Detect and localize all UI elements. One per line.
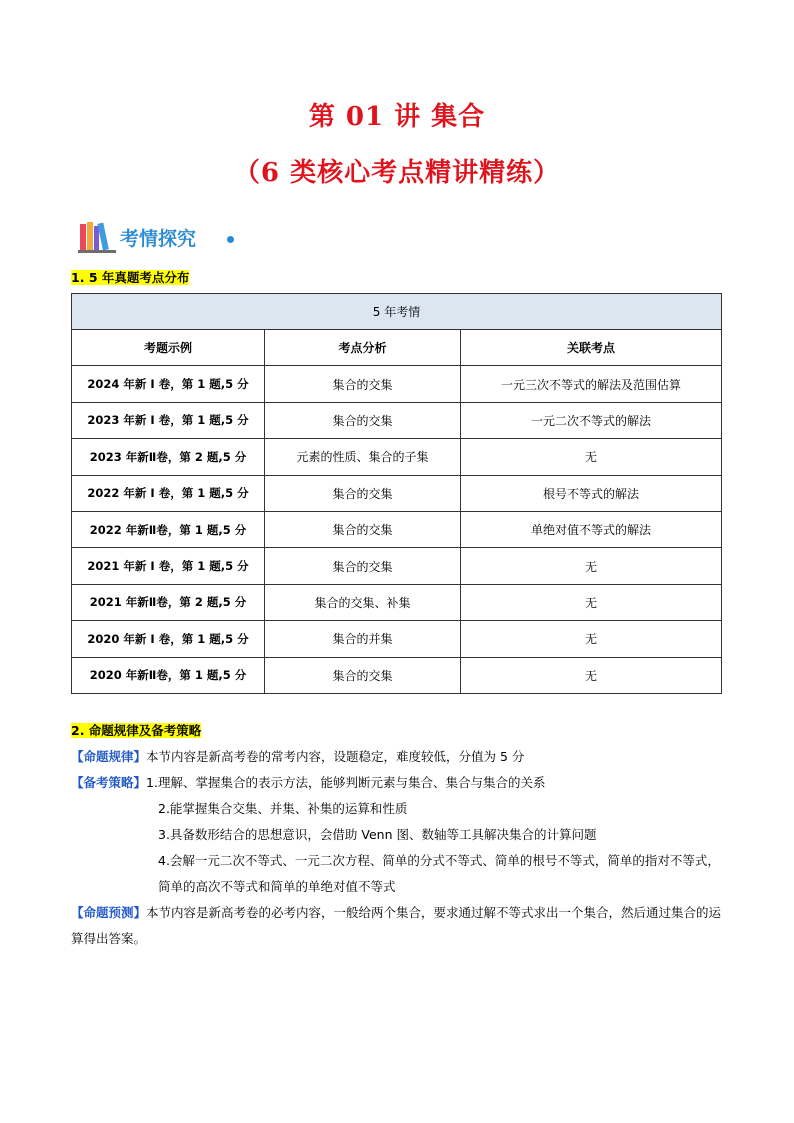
table-cell: 无 [461,548,722,584]
table-caption: 5 年考情 [72,294,722,330]
table-row [72,584,722,620]
table-row [72,439,722,475]
table-cell: 集合的并集 [265,621,461,657]
table-row [72,548,722,584]
table-cell: 2023 年新Ⅱ卷，第 2 题,5 分 [72,439,265,475]
table-cell: 无 [461,621,722,657]
table-cell: 2022 年新Ⅱ卷，第 1 题,5 分 [72,511,265,547]
table-cell: 集合的交集 [265,475,461,511]
forecast-text: 本节内容是新高考卷的必考内容，一般给两个集合，要求通过解不等式求出一个集合，然后通过集合的运算得出答案。 [71,905,722,946]
table-row [72,621,722,657]
table-header-row [72,330,722,366]
table-header: 考点分析 [265,330,461,366]
table-cell: 一元三次不等式的解法及范围估算 [461,366,722,402]
table-cell: 无 [461,584,722,620]
strategy-item: 2.能掌握集合交集、并集、补集的运算和性质 [158,801,408,816]
rule-text: 本节内容是新高考卷的常考内容，设题稳定，难度较低，分值为 5 分 [146,749,525,764]
table-cell: 2023 年新 I 卷，第 1 题,5 分 [72,402,265,438]
table-cell: 集合的交集 [265,511,461,547]
table-row [72,366,722,402]
table-cell: 2020 年新 I 卷，第 1 题,5 分 [72,621,265,657]
table-cell: 根号不等式的解法 [461,475,722,511]
section-banner [78,220,278,254]
rule-tag: 【命题规律】 [71,749,147,764]
table-cell: 一元二次不等式的解法 [461,402,722,438]
section-heading-2: 2. 命题规律及备考策略 [71,723,202,738]
table-cell: 2021 年新 I 卷，第 1 题,5 分 [72,548,265,584]
section-heading-1: 1. 5 年真题考点分布 [71,270,190,285]
table-header: 考题示例 [72,330,265,366]
table-cell: 2021 年新Ⅱ卷，第 2 题,5 分 [72,584,265,620]
table-row [72,511,722,547]
strategy-tag: 【备考策略】 [71,775,147,790]
forecast-tag: 【命题预测】 [71,905,147,920]
table-cell: 集合的交集 [265,366,461,402]
page-title: 第 01 讲 集合 [308,102,486,132]
table-cell: 元素的性质、集合的子集 [265,439,461,475]
books-icon [78,220,118,254]
table-cell: 2022 年新 I 卷，第 1 题,5 分 [72,475,265,511]
rule-paragraph [71,744,726,770]
table-cell: 集合的交集 [265,548,461,584]
table-cell: 单绝对值不等式的解法 [461,511,722,547]
page-subtitle: （6 类核心考点精讲精练） [233,158,561,188]
table-row [72,402,722,438]
table-cell: 2024 年新 I 卷，第 1 题,5 分 [72,366,265,402]
banner-dot [227,236,234,243]
strategy-item: 1.理解、掌握集合的表示方法，能够判断元素与集合、集合与集合的关系 [146,775,546,790]
table-cell: 集合的交集 [265,657,461,693]
strategy-block [71,770,726,952]
table-header: 关联考点 [461,330,722,366]
table-cell: 2020 年新Ⅱ卷，第 1 题,5 分 [72,657,265,693]
table-cell: 无 [461,439,722,475]
strategy-item: 4.会解一元二次不等式、一元二次方程、简单的分式不等式、简单的根号不等式，简单的指对不等式，简单的高次不等式和简单的单绝对值不等式 [158,853,720,894]
table-cell: 无 [461,657,722,693]
table-cell: 集合的交集 [265,402,461,438]
exam-table [71,293,722,694]
strategy-item: 3.具备数形结合的思想意识，会借助 Venn 图、数轴等工具解决集合的计算问题 [158,827,597,842]
banner-label: 考情探究 [120,228,197,250]
table-row [72,657,722,693]
table-cell: 集合的交集、补集 [265,584,461,620]
table-row [72,475,722,511]
